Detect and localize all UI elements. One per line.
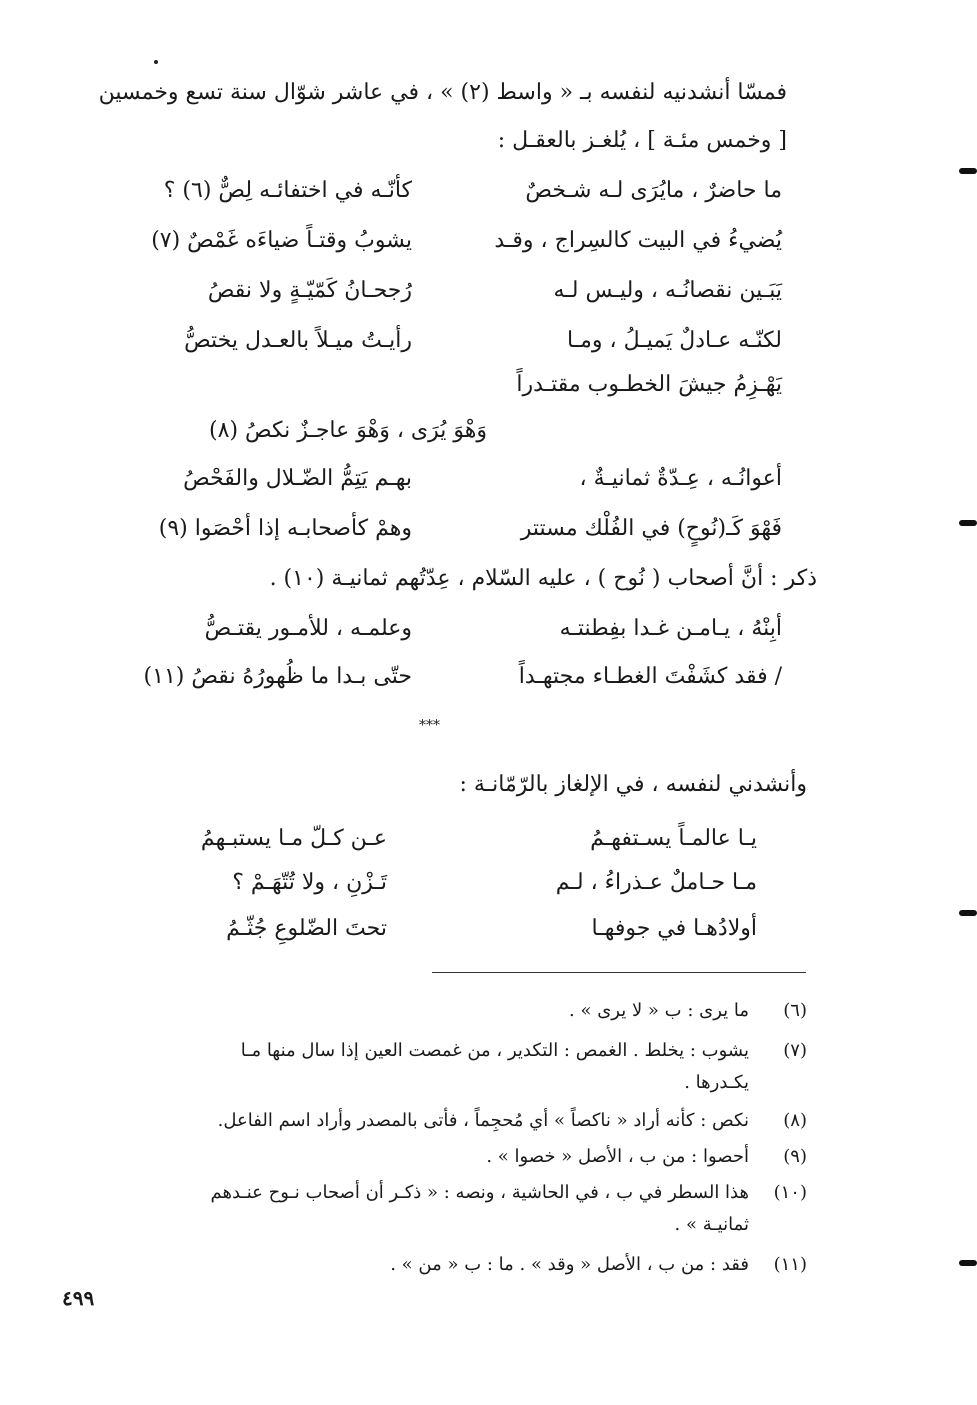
verse-3-left: رُجحـانُ كَمّيّـةٍ ولا نقصُ [207, 278, 412, 303]
verse-7-right: فَهْوَ كَـ(نُوحٍ) في الفُلْك مستتر [520, 516, 782, 541]
footnote-rule [432, 972, 806, 973]
scan-edge-mark [959, 1260, 977, 1266]
footnote-number: (٨) [783, 1110, 807, 1131]
verse-8-left: وعلمـه ، للأمـور يقتـصُّ [204, 616, 412, 641]
footnote-text: هذا السطر في ب ، في الحاشية ، ونصه : « ذكـر أن أصحاب نـوح عنـدهم [210, 1182, 749, 1203]
verse-4-right: لكنّـه عـادلٌ يَميـلُ ، ومـا [566, 328, 782, 353]
verse-6-right: أعوانُـه ، عِـدّةٌ ثمانيـةٌ ، [579, 466, 782, 491]
verse2-2-left: تَـزْنِ ، ولا تُتّهَـمْ ؟ [232, 870, 387, 895]
scan-edge-mark [959, 520, 977, 526]
footnote-text-continued: ثمانيـة » . [674, 1214, 749, 1235]
footnote-number: (٧) [783, 1040, 807, 1061]
footnote-number: (١٠) [773, 1182, 807, 1203]
verse-5-half-a: يَهْـزِمُ جيشَ الخطـوب مقتـدراً [516, 372, 782, 397]
verse-4-left: رأيـتُ ميـلاً بالعـدل يختصُّ [184, 328, 412, 353]
verse-2-left: يشوبُ وقتـاً ضياءَه غَمْصٌ (٧) [151, 228, 412, 253]
scan-edge-mark [959, 910, 977, 916]
verse2-3-right: أولادُهـا في جوفهـا [591, 916, 757, 941]
verse-1-left: كأنّـه في اختفائـه لِصٌّ (٦) ؟ [163, 178, 412, 203]
footnote-number: (٦) [783, 1000, 807, 1021]
verse-9-right: / فقد كشَفْتَ الغطـاء مجتهـداً [518, 664, 782, 689]
note-line: ذكر : أنَّ أصحاب ( نُوح ) ، عليه السّلام ، عِدّتُهم ثمانيـة (١٠) . [269, 566, 817, 591]
footnote-text: فقد : من ب ، الأصل « وقد » . ما : ب « من » . [390, 1254, 749, 1275]
verse-6-left: بهـم يَتِمُّ الضّـلال والفَحْصُ [183, 466, 412, 491]
footnote-text-continued: يكـدرها . [684, 1072, 749, 1093]
verse-5-half-b: وَهْوَ يُرَى ، وَهْوَ عاجـزٌ نكصُ (٨) [209, 418, 487, 443]
footnote-text: نكص : كأنه أراد « ناكصاً » أي مُحجِماً ، فأتى بالمصدر وأراد اسم الفاعل. [217, 1110, 749, 1131]
verse-2-right: يُضيءُ في البيت كالسِراج ، وقـد [494, 228, 782, 253]
verse-3-right: يَبَـين نقصانُـه ، وليـس لـه [553, 278, 782, 303]
intro-line-2: [ وخمس مئـة ] ، يُلغـز بالعقـل : [497, 128, 787, 153]
footnote-text: أحصوا : من ب ، الأصل « خصوا » . [486, 1146, 749, 1167]
verse-8-right: أبِنْهُ ، يـامـن غـدا بفِطنتـه [559, 616, 782, 641]
page-number: ٤٩٩ [62, 1286, 95, 1310]
footnote-text: يشوب : يخلط . الغمص : التكدير ، من غمصت العين إذا سال منها مـا [240, 1040, 749, 1061]
footnote-number: (٩) [783, 1146, 807, 1167]
intro-2: وأنشدني لنفسه ، في الإلغاز بالرّمّانـة : [459, 772, 807, 797]
section-separator-stars: ⁎⁎⁎ [419, 713, 440, 729]
intro-line-1: فمسّا أنشدنيه لنفسه بـ « واسط (٢) » ، في عاشر شوّال سنة تسع وخمسين [98, 80, 787, 105]
footnote-text: ما يرى : ب « لا يرى » . [569, 1000, 749, 1021]
verse-9-left: حتّى بـدا ما ظُهورُهُ نقصُ (١١) [143, 664, 412, 689]
footnote-number: (١١) [773, 1254, 807, 1275]
verse2-3-left: تحتَ الضّلوعِ جُثّـمُ [226, 916, 387, 941]
verse-7-left: وهمْ كأصحابـه إذا أحْصَوا (٩) [158, 516, 412, 541]
verse2-1-left: عـن كـلّ مـا يستبـهمُ [200, 826, 387, 851]
verse2-2-right: مـا حـاملٌ عـذراءُ ، لـم [555, 870, 757, 895]
ink-dot [154, 60, 158, 64]
verse2-1-right: يـا عالمـاً يسـتفهـمُ [590, 826, 757, 851]
scan-edge-mark [959, 168, 977, 174]
verse-1-right: ما حاضرٌ ، مايُرَى لـه شـخصٌ [525, 178, 782, 203]
